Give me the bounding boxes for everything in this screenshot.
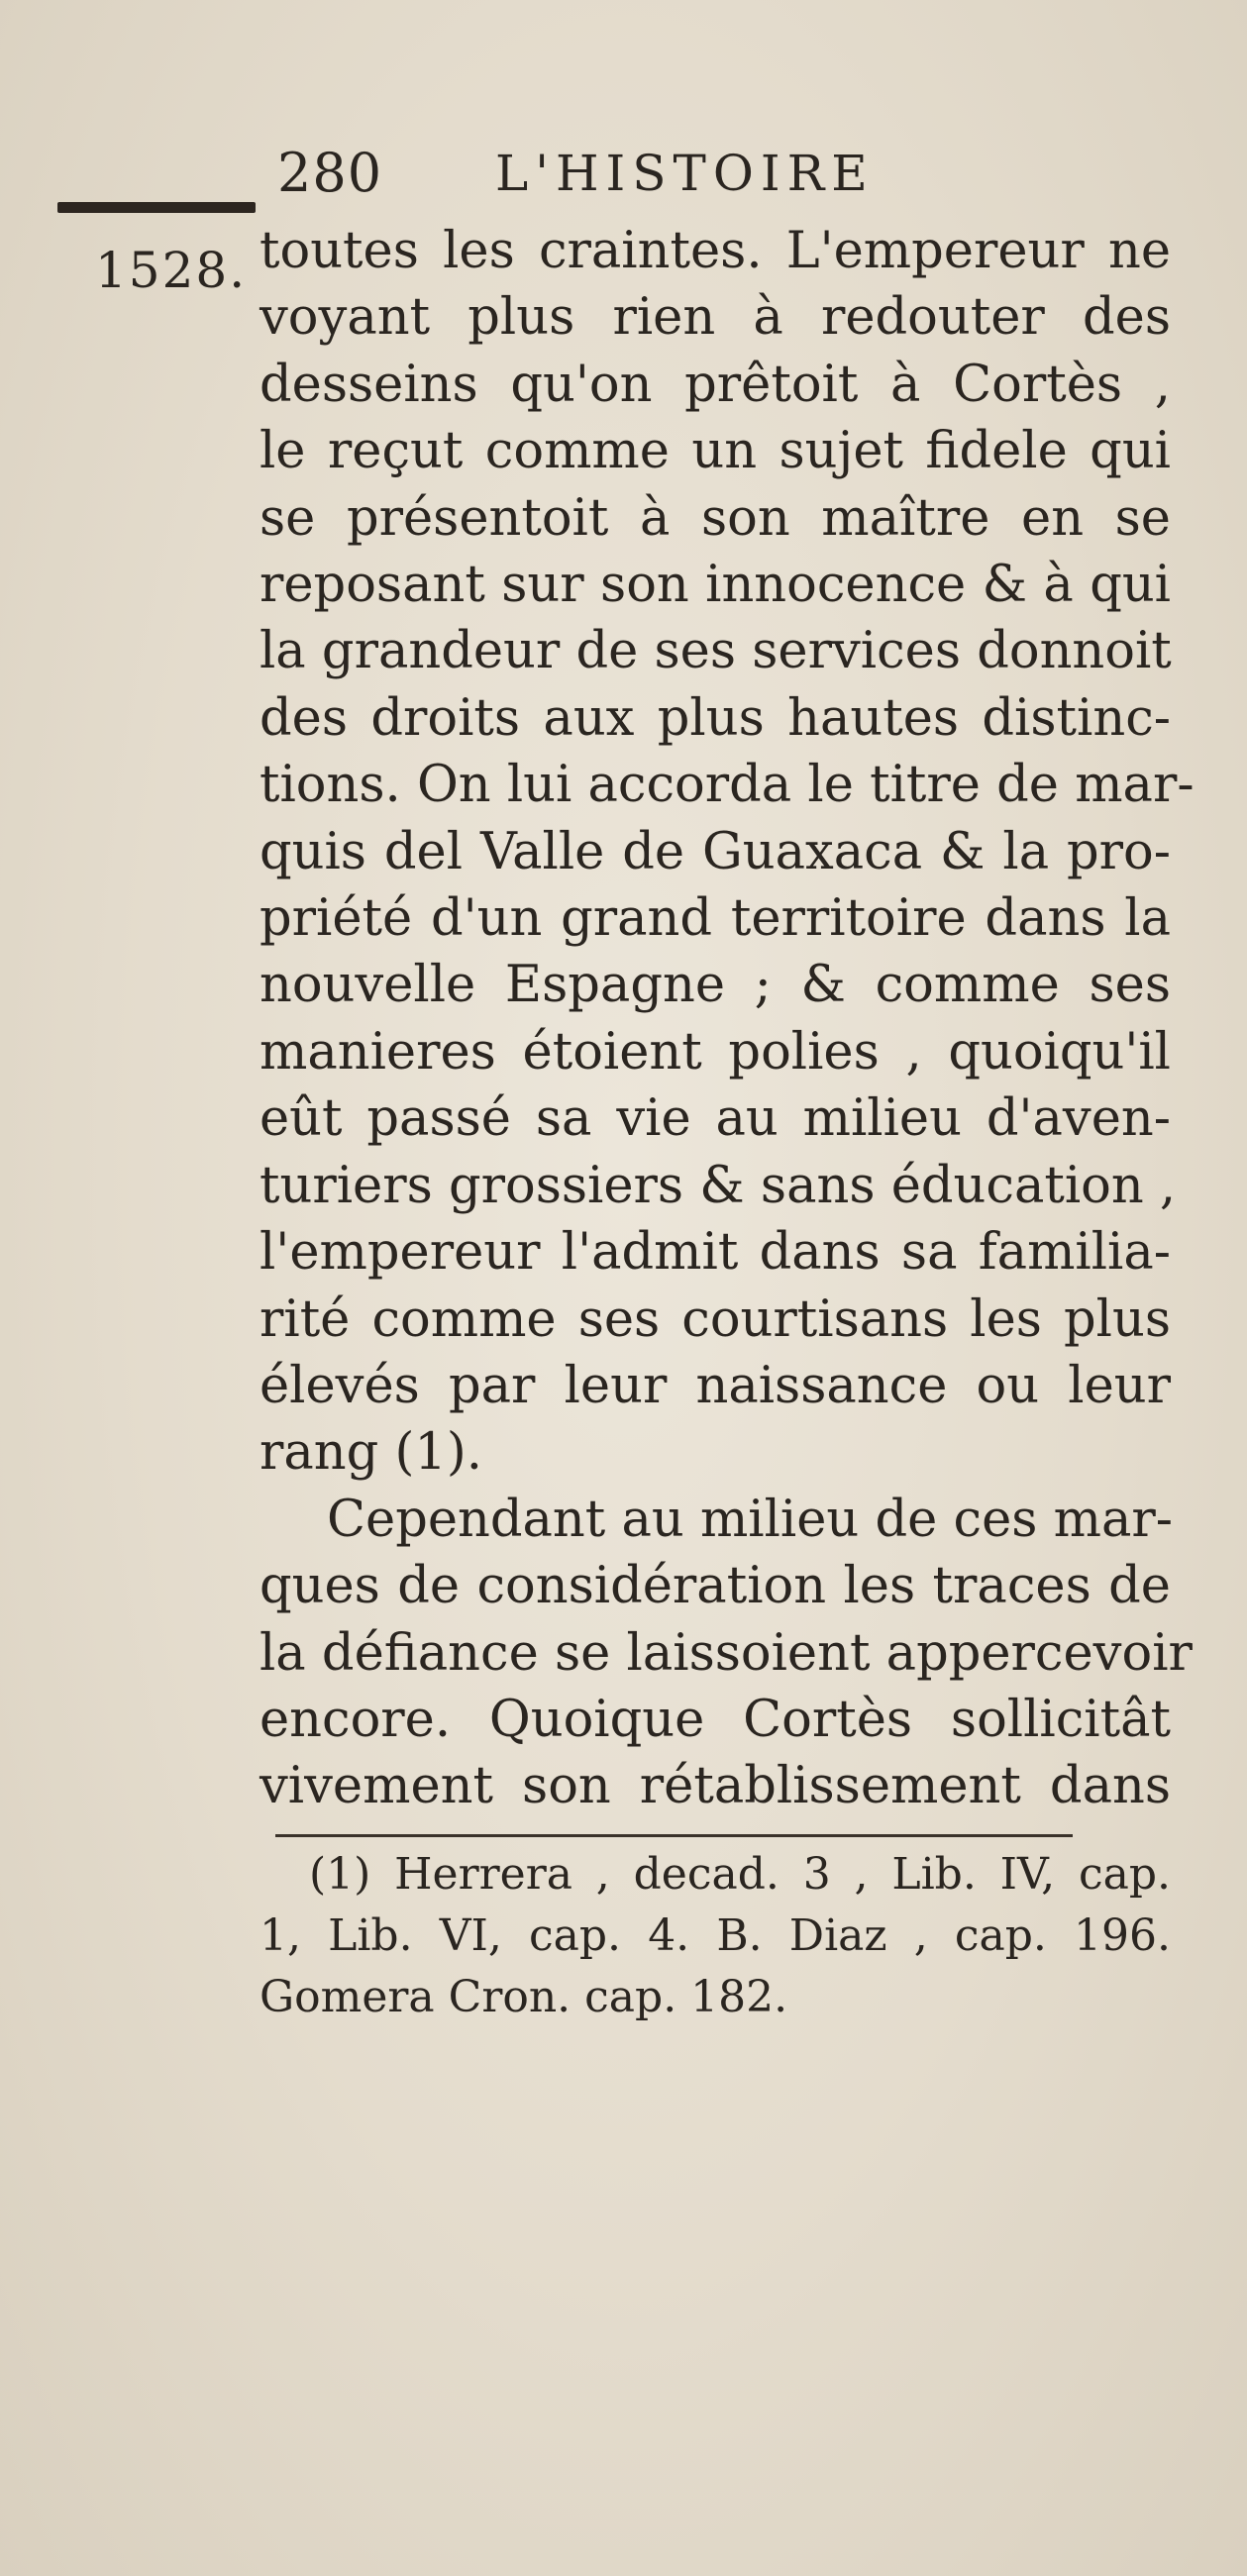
text-line: ques de considération les traces de [260, 1557, 1171, 1616]
margin-year: 1528. [95, 242, 248, 299]
text-line: vivement son rétablissement dans [260, 1757, 1171, 1816]
page-number: 280 [277, 142, 383, 204]
text-line: tions. On lui accorda le titre de mar- [260, 756, 1195, 815]
text-line: quis del Valle de Guaxaca & la pro- [260, 822, 1171, 881]
text-line: manieres étoient polies , quoiqu'il [260, 1022, 1171, 1082]
text-line: la défiance se laissoient appercevoir [260, 1623, 1193, 1683]
text-line: se présentoit à son maître en se [260, 488, 1171, 548]
text-line: le reçut comme un sujet fidele qui [260, 422, 1171, 481]
text-line: l'empereur l'admit dans sa familia- [260, 1223, 1171, 1283]
text-line: voyant plus rien à redouter des [260, 288, 1171, 348]
footnote-rule [275, 1834, 1073, 1837]
text-line: rang (1). [260, 1423, 482, 1483]
margin-rule [57, 202, 256, 213]
text-line: élevés par leur naissance ou leur [260, 1356, 1171, 1415]
text-line: priété d'un grand territoire dans la [260, 889, 1171, 949]
text-line: desseins qu'on prêtoit à Cortès , [260, 355, 1171, 414]
text-line: nouvelle Espagne ; & comme ses [260, 956, 1171, 1015]
text-line: turiers grossiers & sans éducation , [260, 1156, 1177, 1215]
text-line: rité comme ses courtisans les plus [260, 1289, 1171, 1349]
footnotes [260, 1844, 1171, 2028]
footnote-line: Gomera Cron. cap. 182. [260, 1972, 788, 2022]
text-line: des droits aux plus hautes distinc- [260, 688, 1171, 748]
text-line: reposant sur son innocence & à qui [260, 556, 1171, 615]
text-line: encore. Quoique Cortès sollicitât [260, 1690, 1171, 1749]
footnote-line: (1) Herrera , decad. 3 , Lib. IV, cap. [309, 1849, 1171, 1900]
text-line: la grandeur de ses services donnoit [260, 622, 1172, 681]
text-line: eût passé sa vie au milieu d'aven- [260, 1089, 1171, 1149]
text-line: toutes les craintes. L'empereur ne [260, 222, 1171, 280]
paragraph-start-line: Cependant au milieu de ces mar- [327, 1490, 1174, 1549]
footnote-line: 1, Lib. VI, cap. 4. B. Diaz , cap. 196. [260, 1910, 1171, 1961]
running-title: L'HISTOIRE [495, 145, 875, 202]
body-text [260, 218, 1195, 1820]
page-header [0, 139, 1247, 208]
